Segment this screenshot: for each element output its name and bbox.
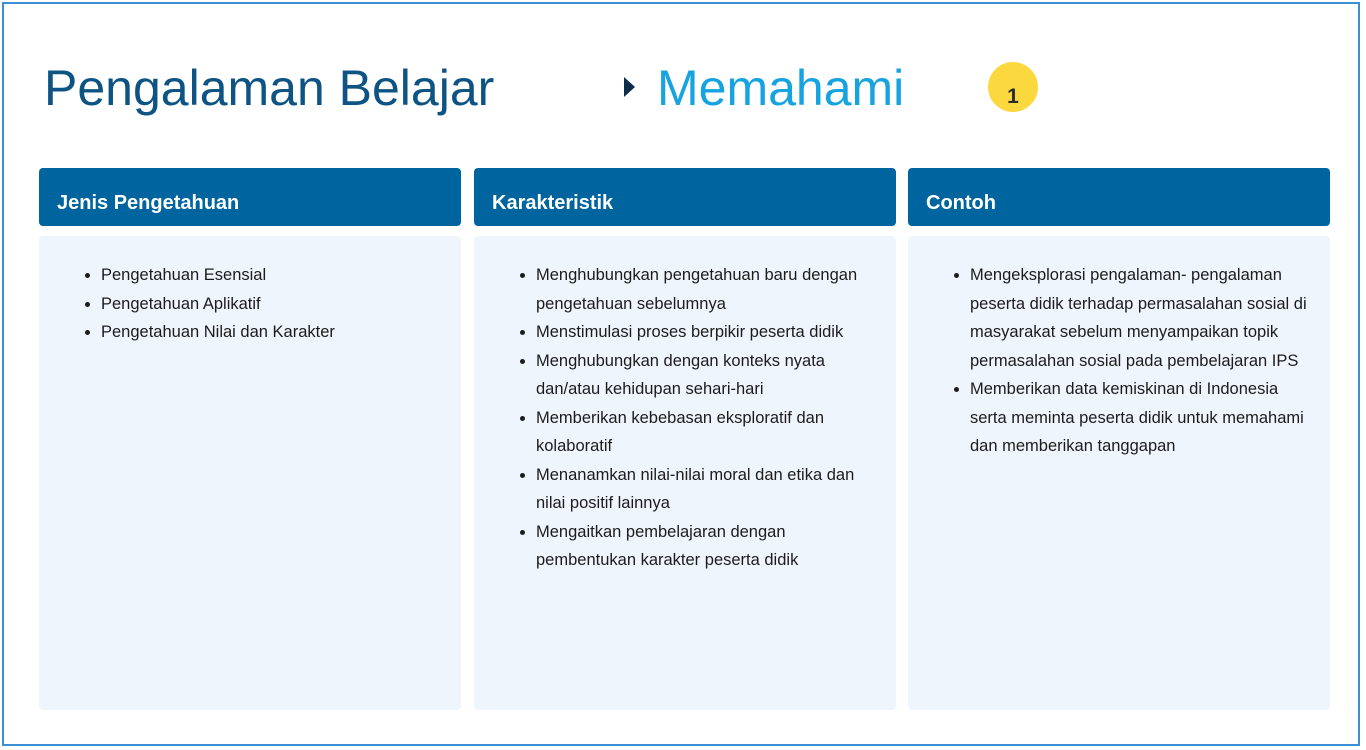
list-item: • Mengaitkan pembelajaran dengan pembentukan karakter peserta didik (536, 518, 882, 575)
slide-title: Pengalaman Belajar (44, 60, 495, 116)
list-item: • Menghubungkan dengan konteks nyata dan/atau kehidupan sehari-hari (536, 347, 882, 404)
list-item: • Memberikan kebebasan eksploratif dan kolaboratif (536, 404, 882, 461)
number-badge: 1 (988, 62, 1038, 112)
column-header-jenis-pengetahuan: Jenis Pengetahuan (39, 168, 461, 226)
triangle-arrow-icon (624, 77, 635, 97)
list-item: • Pengetahuan Aplikatif (101, 290, 447, 319)
list-item: • Mengeksplorasi pengalaman- pengalaman peserta didik terhadap permasalahan sosial di masyarakat sebelum menyampaikan topik permasalahan sosial pada pembelajaran IPS (970, 261, 1316, 375)
column-body-contoh (908, 236, 1330, 710)
list-item: • Memberikan data kemiskinan di Indonesia serta meminta peserta didik untuk memahami dan memberikan tanggapan (970, 375, 1316, 461)
column-header-karakteristik: Karakteristik (474, 168, 896, 226)
list-item: • Menstimulasi proses berpikir peserta didik (536, 318, 882, 347)
list-item: • Pengetahuan Esensial (101, 261, 447, 290)
column-body-karakteristik (474, 236, 896, 710)
column-header-contoh: Contoh (908, 168, 1330, 226)
slide-subtitle: Memahami (657, 60, 905, 116)
column-body-jenis-pengetahuan (39, 236, 461, 710)
list-item: • Pengetahuan Nilai dan Karakter (101, 318, 447, 347)
bullet-list (79, 261, 447, 347)
list-item: • Menghubungkan pengetahuan baru dengan pengetahuan sebelumnya (536, 261, 882, 318)
bullet-list (514, 261, 882, 575)
list-item: • Menanamkan nilai-nilai moral dan etika dan nilai positif lainnya (536, 461, 882, 518)
bullet-list (948, 261, 1316, 461)
